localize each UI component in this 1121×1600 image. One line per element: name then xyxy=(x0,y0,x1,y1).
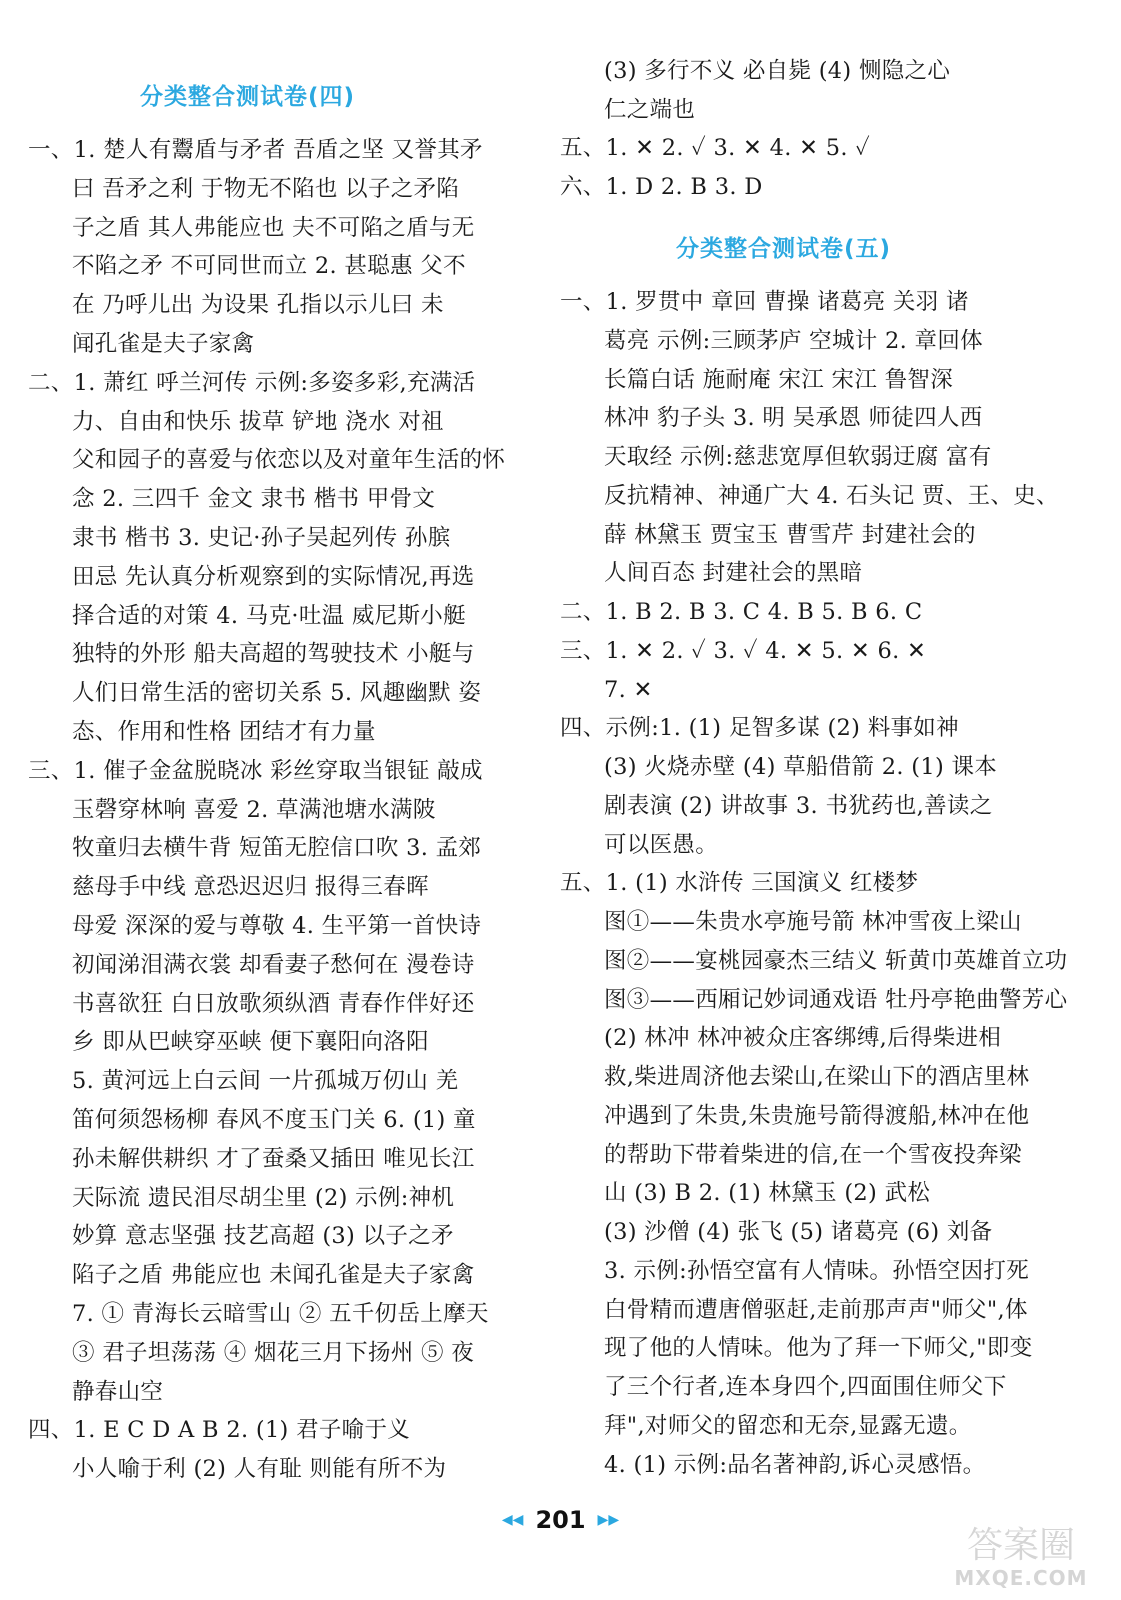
answer-line: 一、1. 罗贯中 章回 曹操 诸葛亮 关羽 诸 xyxy=(560,289,969,315)
answer-line: 三、1. 催子金盆脱晓冰 彩丝穿取当银钲 敲成 xyxy=(28,757,483,784)
answer-line: 救,柴进周济他去梁山,在梁山下的酒店里林 xyxy=(604,1064,1030,1090)
answer-line: 田忌 先认真分析观察到的实际情况,再选 xyxy=(72,563,475,590)
answer-line: 初闻涕泪满衣裳 却看妻子愁何在 漫卷诗 xyxy=(72,951,475,978)
answer-line: 二、1. B 2. B 3. C 4. B 5. B 6. C xyxy=(560,599,923,625)
answer-line: 五、1. (1) 水浒传 三国演义 红楼梦 xyxy=(560,870,919,897)
answer-line: 剧表演 (2) 讲故事 3. 书犹药也,善读之 xyxy=(604,792,993,819)
answer-line: 二、1. 萧红 呼兰河传 示例:多姿多彩,充满活 xyxy=(28,369,476,396)
answer-line: 图①——朱贵水亭施号箭 林冲雪夜上梁山 xyxy=(604,909,1022,935)
answer-line: 3. 示例:孙悟空富有人情味。孙悟空因打死 xyxy=(604,1257,1030,1284)
answer-line: (3) 火烧赤壁 (4) 草船借箭 2. (1) 课本 xyxy=(604,754,998,780)
answer-line: 父和园子的喜爱与依恋以及对童年生活的怀 xyxy=(72,447,506,474)
section-title-5: 分类整合测试卷(五) xyxy=(676,236,892,262)
watermark-logo: 答案圈 xyxy=(966,1525,1075,1566)
section-title-4: 分类整合测试卷(四) xyxy=(140,84,356,110)
answer-line: 五、1. ✕ 2. ✓ 3. ✕ 4. ✕ 5. ✓ xyxy=(560,135,871,161)
answer-line: 一、1. 楚人有鬻盾与矛者 吾盾之坚 又誉其矛 xyxy=(28,137,483,163)
answer-line: 三、1. ✕ 2. ✓ 3. ✓ 4. ✕ 5. ✕ 6. ✕ xyxy=(560,637,927,664)
answer-line: 笛何须怨杨柳 春风不度玉门关 6. (1) 童 xyxy=(72,1107,476,1133)
answer-line: (3) 沙僧 (4) 张飞 (5) 诸葛亮 (6) 刘备 xyxy=(604,1219,993,1245)
answer-line: 的帮助下带着柴进的信,在一个雪夜投奔梁 xyxy=(604,1141,1022,1168)
answer-line: 静春山空 xyxy=(72,1378,164,1405)
answer-line: ③ 君子坦荡荡 ④ 烟花三月下扬州 ⑤ 夜 xyxy=(72,1339,475,1366)
answer-line: 小人喻于利 (2) 人有耻 则能有所不为 xyxy=(72,1456,447,1483)
answer-line: 妙算 意志坚强 技艺高超 (3) 以子之矛 xyxy=(72,1223,454,1250)
answer-line: 图②——宴桃园豪杰三结义 斩黄巾英雄首立功 xyxy=(604,947,1068,974)
answer-line: 7. ① 青海长云暗雪山 ② 五千仞岳上摩天 xyxy=(72,1301,489,1327)
answer-line: 薛 林黛玉 贾宝玉 曹雪芹 封建社会的 xyxy=(604,521,976,548)
watermark-url: MXQE.COM xyxy=(954,1566,1088,1590)
answer-line: 人们日常生活的密切关系 5. 风趣幽默 姿 xyxy=(72,680,482,707)
answer-line: 图③——西厢记妙词通戏语 牡丹亭艳曲警芳心 xyxy=(604,986,1068,1013)
answer-line: 慈母手中线 意恐迟迟归 报得三春晖 xyxy=(72,874,429,901)
answer-line: 在 乃呼儿出 为设果 孔指以示儿曰 未 xyxy=(72,292,444,319)
answer-line: 子之盾 其人弗能应也 夫不可陷之盾与无 xyxy=(72,214,475,241)
answer-line: 拜",对师父的留恋和无奈,显露无遗。 xyxy=(604,1412,972,1439)
double-left-triangle-icon: ◀◀ xyxy=(501,1512,524,1528)
answer-line: 念 2. 三四千 金文 隶书 楷书 甲骨文 xyxy=(72,486,436,513)
answer-line: 人间百态 封建社会的黑暗 xyxy=(604,560,863,587)
answer-line: 独特的外形 船夫高超的驾驶技术 小艇与 xyxy=(72,641,475,668)
answer-line: 冲遇到了朱贵,朱贵施号箭得渡船,林冲在他 xyxy=(604,1102,1030,1129)
answer-line: 书喜欲狂 白日放歌须纵酒 青春作伴好还 xyxy=(72,990,475,1017)
answer-line: 长篇白话 施耐庵 宋江 宋江 鲁智深 xyxy=(604,366,954,393)
answer-line: 乡 即从巴峡穿巫峡 便下襄阳向洛阳 xyxy=(72,1029,429,1056)
answer-line: 态、作用和性格 团结才有力量 xyxy=(72,719,376,745)
answer-line: 闻孔雀是夫子家禽 xyxy=(72,331,255,357)
answer-line: 林冲 豹子头 3. 明 吴承恩 师徒四人西 xyxy=(604,405,983,432)
answer-line: 择合适的对策 4. 马克·吐温 威尼斯小艇 xyxy=(72,602,466,629)
answer-line: 了三个行者,连本身四个,四面围住师父下 xyxy=(604,1374,1007,1400)
answer-line: (2) 林冲 林冲被众庄客绑缚,后得柴进相 xyxy=(604,1025,1002,1052)
answer-line: 牧童归去横牛背 短笛无腔信口吹 3. 孟郊 xyxy=(72,835,482,862)
page-number: 201 xyxy=(535,1506,586,1534)
answer-line: 仁之端也 xyxy=(604,96,696,123)
answer-line: 葛亮 示例:三顾茅庐 空城计 2. 章回体 xyxy=(604,327,983,354)
answer-line: 7. ✕ xyxy=(604,676,653,703)
answer-line: 四、1. E C D A B 2. (1) 君子喻于义 xyxy=(28,1417,411,1444)
answer-line: 隶书 楷书 3. 史记·孙子吴起列传 孙膑 xyxy=(72,525,451,551)
answer-line: 现了他的人情味。他为了拜一下师父,"即变 xyxy=(604,1335,1033,1362)
answer-line: 曰 吾矛之利 于物无不陷也 以子之矛陷 xyxy=(72,175,460,202)
watermark xyxy=(941,1520,1101,1590)
double-right-triangle-icon: ▶▶ xyxy=(597,1512,620,1528)
answer-line: 4. (1) 示例:品名著神韵,诉心灵感悟。 xyxy=(604,1451,986,1478)
answer-line: 可以医愚。 xyxy=(604,831,719,858)
answer-line: 力、自由和快乐 拔草 铲地 浇水 对祖 xyxy=(72,408,444,435)
answer-line: 不陷之矛 不可同世而立 2. 甚聪惠 父不 xyxy=(72,253,466,280)
answer-line: (3) 多行不义 必自毙 (4) 恻隐之心 xyxy=(604,58,951,84)
answer-line: 四、示例:1. (1) 足智多谋 (2) 料事如神 xyxy=(560,715,959,742)
answer-line: 山 (3) B 2. (1) 林黛玉 (2) 武松 xyxy=(604,1180,931,1207)
answer-line: 陷子之盾 弗能应也 未闻孔雀是夫子家禽 xyxy=(72,1262,475,1289)
answer-line: 玉磬穿林响 喜爱 2. 草满池塘水满陂 xyxy=(72,796,436,823)
answer-line: 5. 黄河远上白云间 一片孤城万仞山 羌 xyxy=(72,1068,459,1095)
answer-line: 孙未解供耕织 才了蚕桑又插田 唯见长江 xyxy=(72,1145,475,1172)
answer-line: 白骨精而遭唐僧驱赶,走前那声声"师父",体 xyxy=(604,1296,1028,1323)
answer-line: 天际流 遗民泪尽胡尘里 (2) 示例:神机 xyxy=(72,1184,455,1211)
answer-line: 六、1. D 2. B 3. D xyxy=(560,173,763,200)
answer-line: 母爱 深深的爱与尊敬 4. 生平第一首快诗 xyxy=(72,913,482,939)
answer-line: 天取经 示例:慈悲宽厚但软弱迂腐 富有 xyxy=(604,444,992,470)
answer-line: 反抗精神、神通广大 4. 石头记 贾、王、史、 xyxy=(604,482,1059,509)
